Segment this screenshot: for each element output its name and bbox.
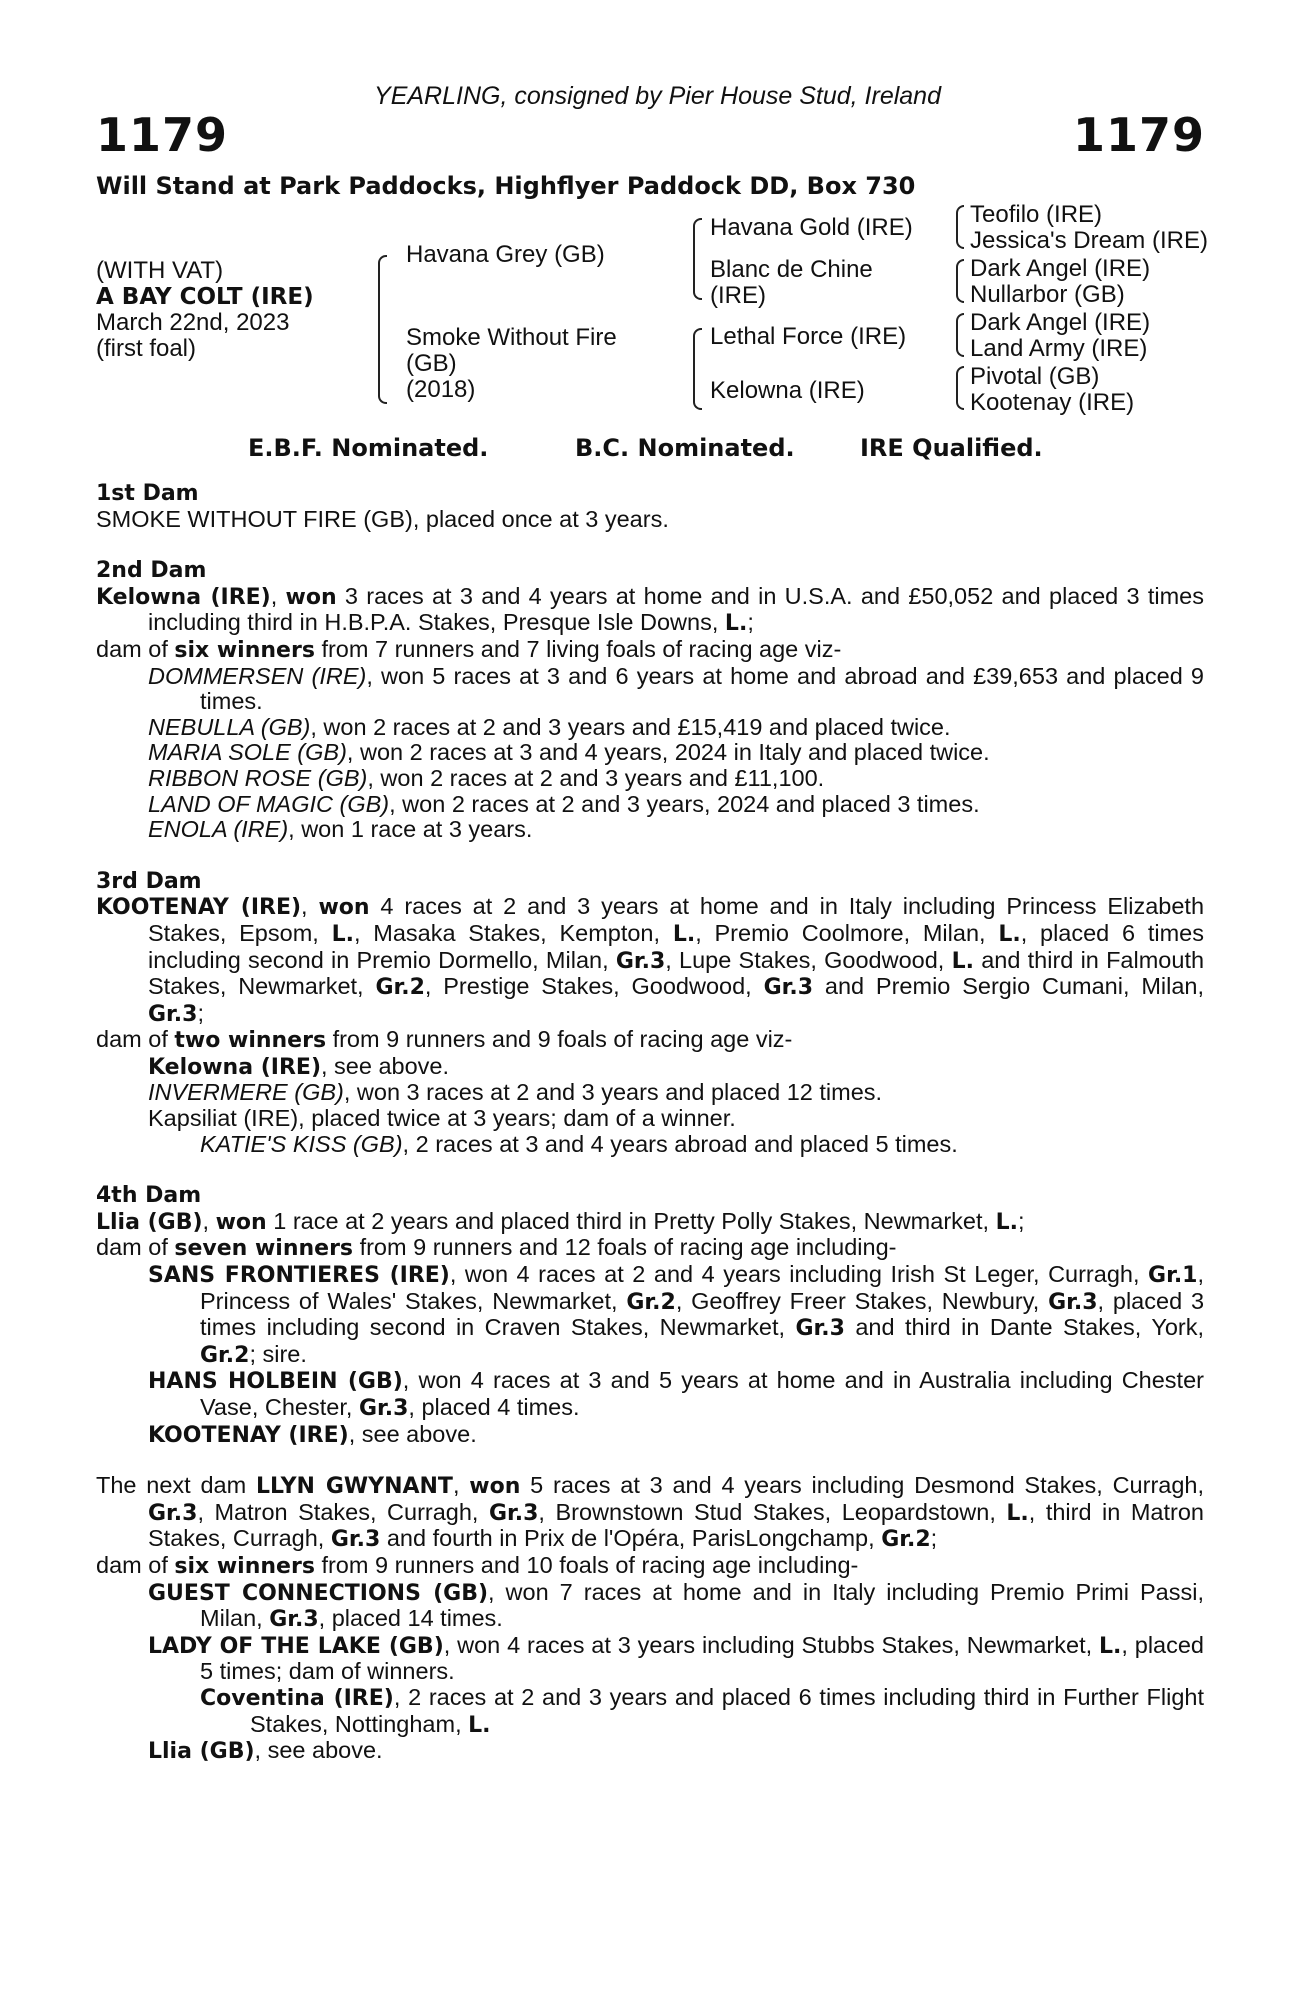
first-foal-note: (first foal) — [96, 335, 197, 362]
second-dam-produce-summary: dam of six winners from 7 runners and 7 living foals of racing age viz- — [96, 635, 842, 663]
sire-dam-line1: Blanc de Chine — [710, 256, 873, 283]
gg-ddd: Kootenay (IRE) — [970, 389, 1135, 416]
next-dam-produce-summary: dam of six winners from 9 runners and 10 foals of racing age including- — [96, 1551, 859, 1579]
produce-item: Kelowna (IRE), see above. — [148, 1052, 450, 1080]
horse-name: A BAY COLT (IRE) — [96, 284, 314, 310]
pedigree-brace-gen1 — [378, 255, 387, 404]
produce-item: KOOTENAY (IRE), see above. — [148, 1420, 477, 1448]
produce-item: ENOLA (IRE), won 1 race at 3 years. — [148, 816, 533, 843]
gg-dsd: Land Army (IRE) — [970, 335, 1148, 362]
pedigree-brace-dd — [956, 366, 964, 410]
produce-item: HANS HOLBEIN (GB), won 4 races at 3 and 5 years at home and in Australia including Chester Vase, Chester, Gr.3, placed 4 times. — [148, 1367, 1204, 1421]
first-dam-heading: 1st Dam — [96, 481, 199, 506]
produce-item: Llia (GB), see above. — [148, 1737, 383, 1765]
gg-sss: Teofilo (IRE) — [970, 201, 1103, 228]
ebf-nomination: E.B.F. Nominated. — [248, 434, 489, 462]
fourth-dam-record: Llia (GB), won 1 race at 2 years and placed third in Pretty Polly Stakes, Newmarket, L.; — [96, 1207, 1025, 1235]
third-dam-produce-summary: dam of two winners from 9 runners and 9 foals of racing age viz- — [96, 1026, 793, 1054]
produce-item: RIBBON ROSE (GB), won 2 races at 2 and 3 years and £11,100. — [148, 764, 825, 791]
produce-item: LADY OF THE LAKE (GB), won 4 races at 3 years including Stubbs Stakes, Newmarket, L., placed 5 times; dam of winners. — [148, 1631, 1204, 1685]
gg-dss: Dark Angel (IRE) — [970, 309, 1151, 336]
produce-item: Kapsiliat (IRE), placed twice at 3 years; dam of a winner. — [148, 1105, 736, 1132]
third-dam-heading: 3rd Dam — [96, 868, 202, 894]
sire-dam-line2: (IRE) — [710, 282, 766, 309]
produce-item: MARIA SOLE (GB), won 2 races at 3 and 4 years, 2024 in Italy and placed twice. — [148, 739, 990, 766]
second-dam-heading: 2nd Dam — [96, 558, 207, 584]
consignment-line: YEARLING, consigned by Pier House Stud, Ireland — [374, 82, 941, 110]
foaling-date: March 22nd, 2023 — [96, 309, 290, 336]
first-dam-text: SMOKE WITHOUT FIRE (GB), placed once at 3 years. — [96, 505, 669, 532]
sire-name: Havana Grey (GB) — [406, 241, 605, 268]
pedigree-brace-sd — [956, 259, 964, 303]
lot-number-left: 1179 — [96, 108, 229, 162]
vat-note: (WITH VAT) — [96, 257, 224, 284]
next-dam-record: The next dam LLYN GWYNANT, won 5 races at 3 and 4 years including Desmond Stakes, Curragh, Gr.3, Matron Stakes, Curragh, Gr.3, Brownstown Stud Stakes, Leopardstown, L., third in Matron Stakes, Curragh, Gr.3 and fourth in Prix de l'Opéra, ParisLongchamp, Gr.2; — [96, 1472, 1205, 1553]
second-dam-record: Kelowna (IRE), won 3 races at 3 and 4 years at home and in U.S.A. and £50,052 and placed 3 times including third in H.B.P.A. Stakes, Presque Isle Downs, L.; — [96, 582, 1205, 637]
dam-dam: Kelowna (IRE) — [710, 377, 865, 404]
produce-item: INVERMERE (GB), won 3 races at 2 and 3 years and placed 12 times. — [148, 1079, 883, 1106]
third-dam-record: KOOTENAY (IRE), won 4 races at 2 and 3 years at home and in Italy including Princess Elizabeth Stakes, Epsom, L., Masaka Stakes, Kempton, L., Premio Coolmore, Milan, L., placed 6 times including second in Premio Dormello, Milan, Gr.3, Lupe Stakes, Goodwood, L. and third in Falmouth Stakes, Newmarket, Gr.2, Prestige Stakes, Goodwood, Gr.3 and Premio Sergio Cumani, Milan, Gr.3; — [96, 893, 1205, 1027]
grand-produce-item: KATIE'S KISS (GB), 2 races at 3 and 4 years abroad and placed 5 times. — [200, 1130, 958, 1157]
pedigree-brace-ds — [956, 313, 964, 357]
pedigree-brace-ss — [956, 205, 964, 249]
produce-item: LAND OF MAGIC (GB), won 2 races at 2 and 3 years, 2024 and placed 3 times. — [148, 790, 980, 817]
dam-name-line3: (2018) — [406, 376, 476, 403]
grand-produce-item: Coventina (IRE), 2 races at 2 and 3 years and placed 6 times including third in Further Flight Stakes, Nottingham, L. — [200, 1683, 1205, 1738]
pedigree-brace-sire — [693, 218, 702, 300]
gg-dds: Pivotal (GB) — [970, 363, 1100, 390]
bc-nomination: B.C. Nominated. — [575, 434, 795, 462]
lot-number-right: 1179 — [1072, 108, 1205, 162]
produce-item: NEBULLA (GB), won 2 races at 2 and 3 years and £15,419 and placed twice. — [148, 713, 951, 740]
dam-name-line2: (GB) — [406, 350, 457, 377]
pedigree-brace-dam — [693, 328, 702, 410]
sire-sire: Havana Gold (IRE) — [710, 214, 913, 241]
fourth-dam-heading: 4th Dam — [96, 1183, 202, 1209]
produce-item: SANS FRONTIERES (IRE), won 4 races at 2 and 4 years including Irish St Leger, Curragh, Gr.1, Princess of Wales' Stakes, Newmarket, Gr.2, Geoffrey Freer Stakes, Newbury, Gr.3, placed 3 times including second in Craven Stakes, Newmarket, Gr.3 and third in Dante Stakes, York, Gr.2; sire. — [148, 1261, 1205, 1368]
gg-sds: Dark Angel (IRE) — [970, 255, 1151, 282]
produce-item: DOMMERSEN (IRE), won 5 races at 3 and 6 years at home and abroad and £39,653 and placed 9 times. — [148, 662, 1204, 715]
dam-name-line1: Smoke Without Fire — [406, 324, 617, 351]
produce-item: GUEST CONNECTIONS (GB), won 7 races at home and in Italy including Premio Primi Passi, Milan, Gr.3, placed 14 times. — [148, 1578, 1204, 1633]
catalogue-body — [96, 480, 1204, 1765]
ire-qualified: IRE Qualified. — [860, 434, 1043, 462]
dam-sire: Lethal Force (IRE) — [710, 323, 907, 350]
gg-sdd: Nullarbor (GB) — [970, 281, 1125, 308]
gg-ssd: Jessica's Dream (IRE) — [970, 227, 1208, 254]
stand-location: Will Stand at Park Paddocks, Highflyer Paddock DD, Box 730 — [96, 172, 916, 200]
fourth-dam-produce-summary: dam of seven winners from 9 runners and 12 foals of racing age including- — [96, 1234, 897, 1262]
